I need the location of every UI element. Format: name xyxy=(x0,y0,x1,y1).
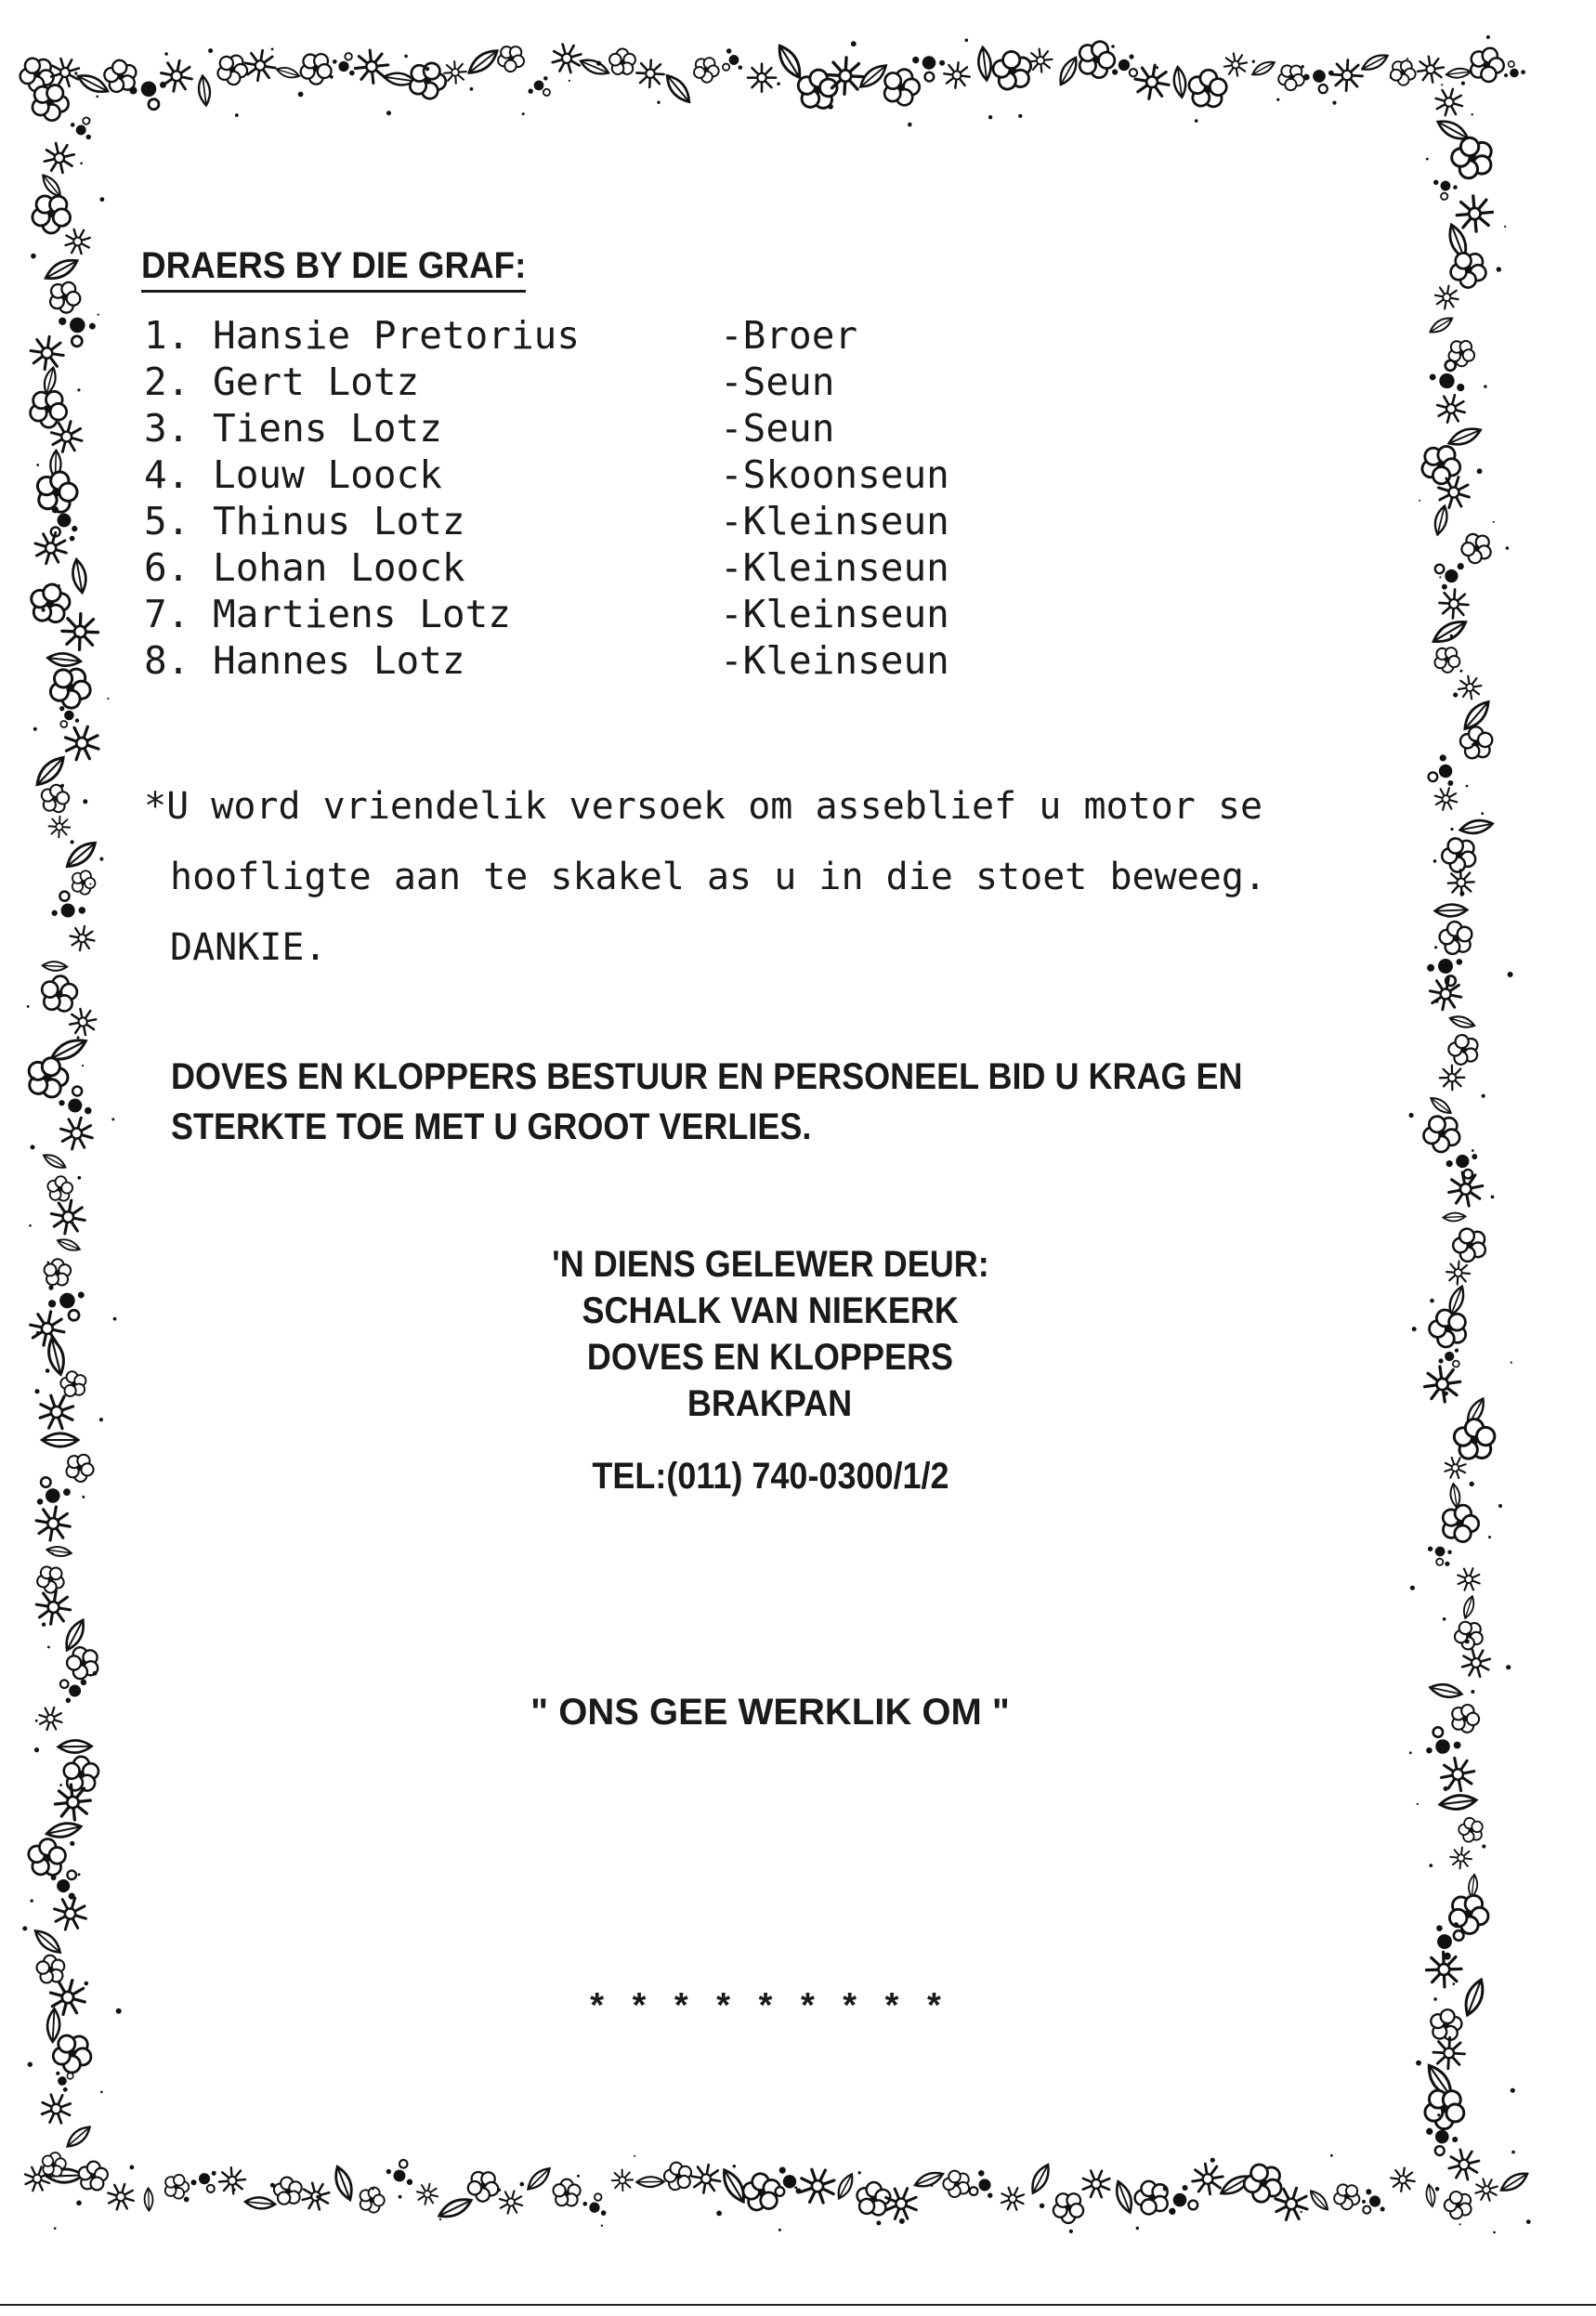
service-line: DOVES EN KLOPPERS xyxy=(586,1337,954,1378)
bearer-relation: -Kleinseun xyxy=(720,638,949,683)
bearer-name: 3. Tiens Lotz xyxy=(144,406,442,451)
bearer-relation: -Seun xyxy=(720,360,835,404)
service-telephone: TEL:(011) 740-0300/1/2 xyxy=(591,1456,949,1497)
bearer-name: 8. Hannes Lotz xyxy=(144,638,465,683)
bearer-relation: -Broer xyxy=(720,313,858,358)
page-bottom-edge xyxy=(0,2304,1596,2306)
bearer-relation: -Kleinseun xyxy=(720,545,949,590)
service-line: 'N DIENS GELEWER DEUR: xyxy=(551,1244,989,1285)
bearer-relation: -Kleinseun xyxy=(720,499,949,543)
service-line: SCHALK VAN NIEKERK xyxy=(582,1290,959,1331)
bearer-name: 1. Hansie Pretorius xyxy=(144,313,580,358)
bearers-heading: DRAERS BY DIE GRAF: xyxy=(141,243,526,293)
bearer-name: 2. Gert Lotz xyxy=(144,360,420,404)
bearer-name: 4. Louw Loock xyxy=(144,452,442,497)
note-line: hoofligte aan te skakel as u in die stoet beweeg. xyxy=(170,856,1267,898)
bearer-relation: -Skoonseun xyxy=(720,452,949,497)
condolence-line: STERKTE TOE MET U GROOT VERLIES. xyxy=(171,1106,812,1147)
bearer-name: 5. Thinus Lotz xyxy=(144,499,465,543)
service-credit xyxy=(426,1241,1114,1499)
motto: " ONS GEE WERKLIK OM " xyxy=(530,1692,1010,1733)
condolence-line: DOVES EN KLOPPERS BESTUUR EN PERSONEEL BID U KRAG EN xyxy=(171,1056,1243,1097)
bearer-relation: -Seun xyxy=(720,406,835,451)
bearer-name: 7. Martiens Lotz xyxy=(144,592,511,636)
condolence-message xyxy=(171,1052,1243,1152)
bearer-name: 6. Lohan Loock xyxy=(144,545,465,590)
bearer-relation: -Kleinseun xyxy=(720,592,949,636)
note-line: DANKIE. xyxy=(170,926,327,969)
headlights-note xyxy=(144,771,1266,983)
star-divider: * * * * * * * * * xyxy=(590,1986,950,2025)
service-line: BRAKPAN xyxy=(687,1383,853,1424)
note-line: *U word vriendelik versoek om asseblief u motor se xyxy=(144,785,1263,828)
